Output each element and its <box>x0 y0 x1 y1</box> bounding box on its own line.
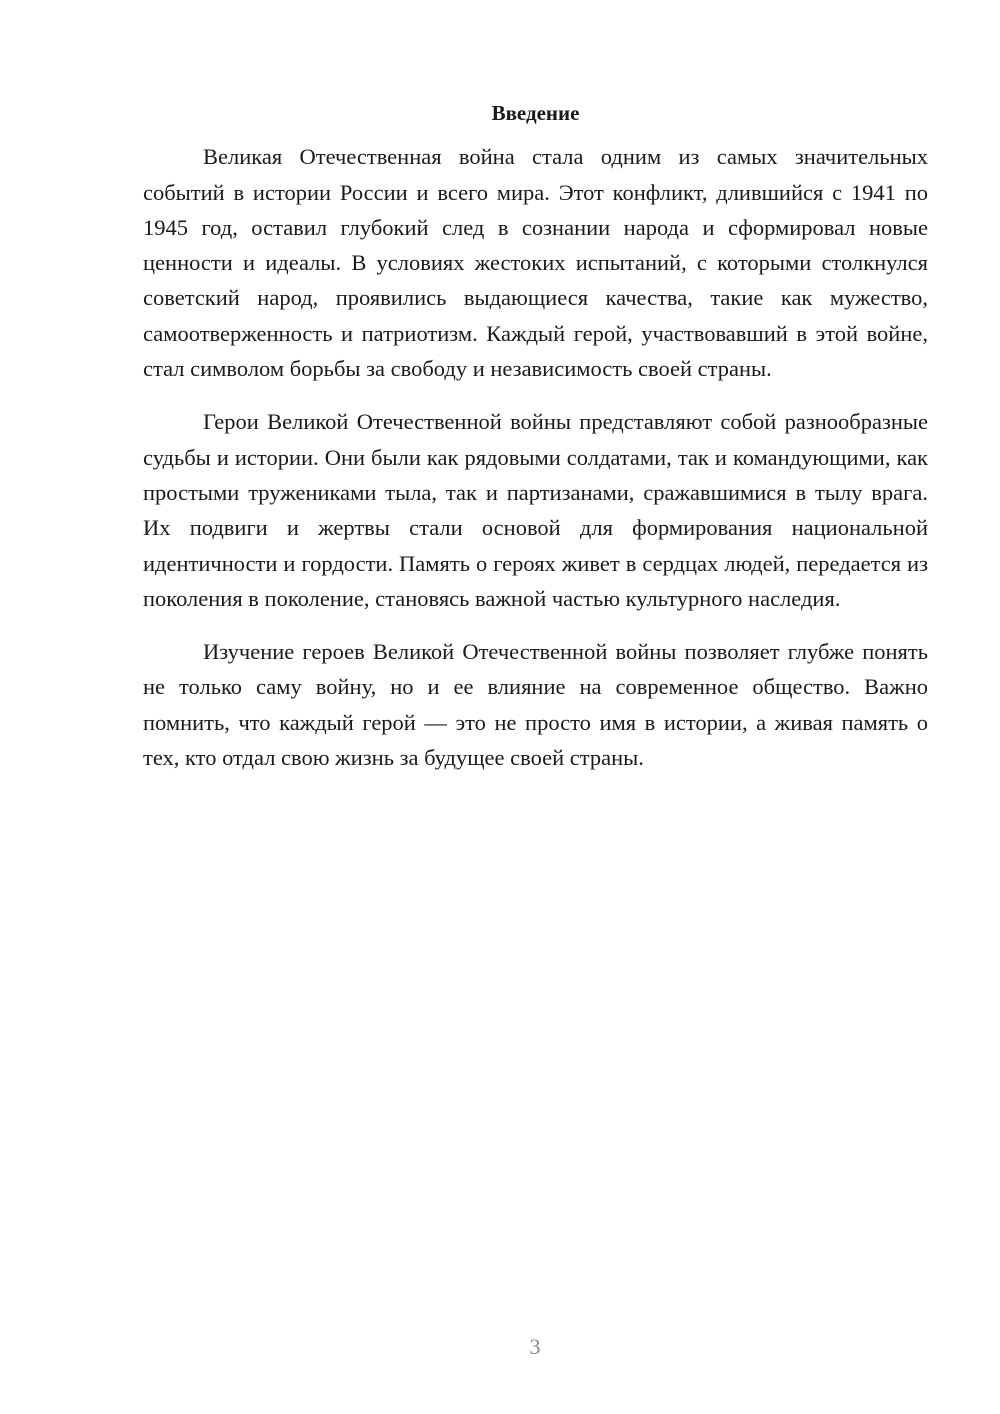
section-title: Введение <box>491 101 580 125</box>
page-number: 3 <box>529 1334 541 1359</box>
paragraph-3: Изучение героев Великой Отечественной войны позволяет глубже понять не только саму войну, но и ее влияние на современное общество. Важно помнить, что каждый герой — это не просто имя в истории, а живая память о тех, кто отдал свою жизнь за будущее своей страны. <box>143 639 928 771</box>
document-body <box>143 96 928 793</box>
paragraph-2: Герои Великой Отечественной войны представляют собой разнообразные судьбы и истории. Они были как рядовыми солдатами, так и командующими, как простыми тружениками тыла, так и партизанами, сражавшимися в тылу врага. Их подвиги и жертвы стали основой для формирования национальной идентичности и гордости. Память о героях живет в сердцах людей, передается из поколения в поколение, становясь важной частью культурного наследия. <box>143 409 928 611</box>
paragraph-1: Великая Отечественная война стала одним из самых значительных событий в истории России и всего мира. Этот конфликт, длившийся с 1941 по 1945 год, оставил глубокий след в сознании народа и сформировал новые ценности и идеалы. В условиях жестоких испытаний, с которыми столкнулся советский народ, проявились выдающиеся качества, такие как мужество, самоотверженность и патриотизм. Каждый герой, участвовавший в этой войне, стал символом борьбы за свободу и независимость своей страны. <box>143 144 928 382</box>
